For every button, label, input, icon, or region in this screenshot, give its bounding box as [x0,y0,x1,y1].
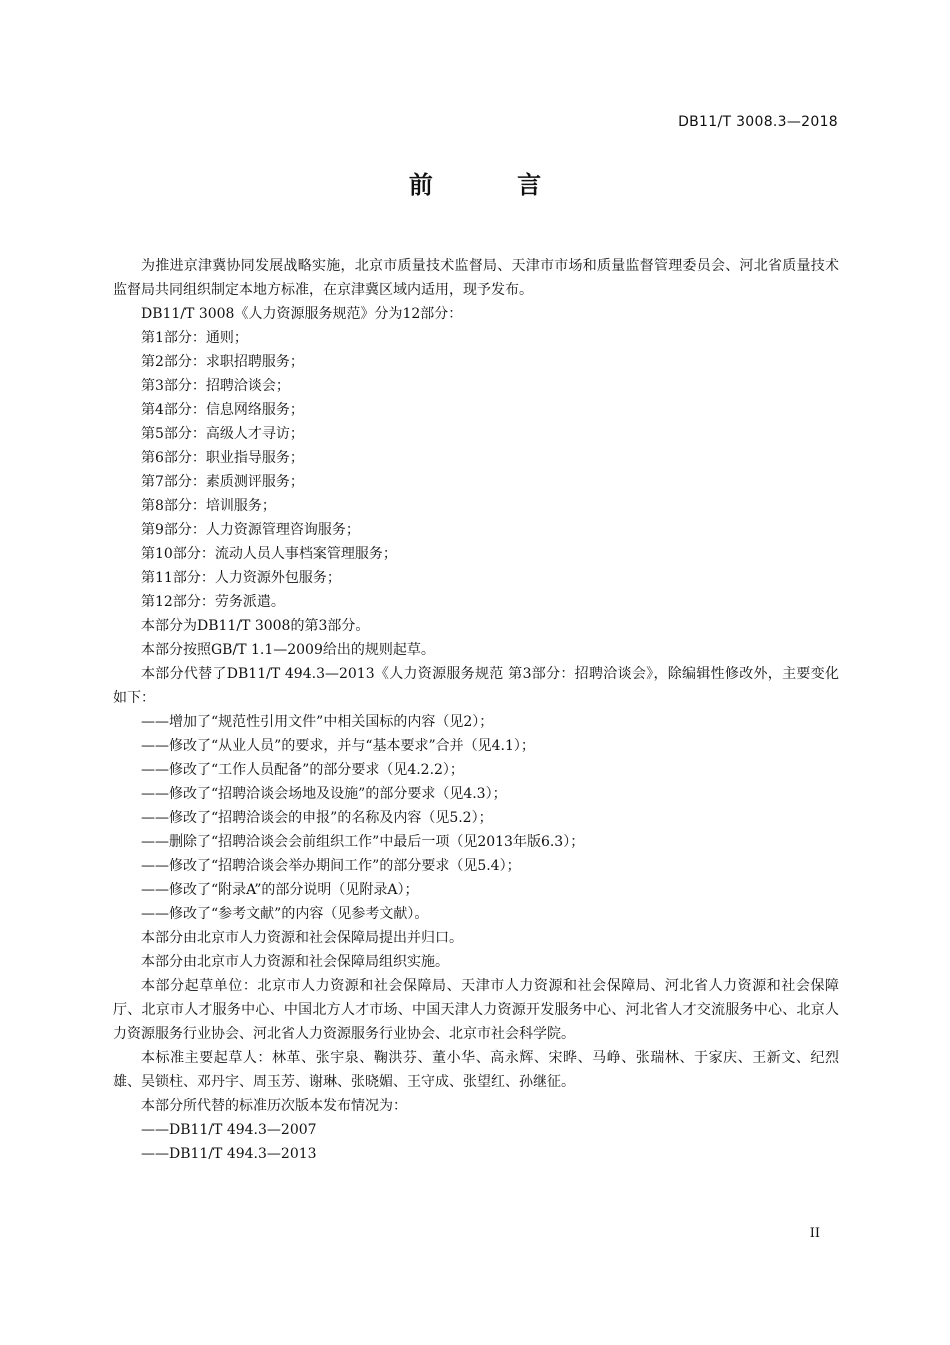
change-item: ——修改了“参考文献”的内容（见参考文献）。 [141,906,429,922]
change-item: ——增加了“规范性引用文件”中相关国标的内容（见2）； [141,714,494,730]
change-item: ——修改了“招聘洽谈会举办期间工作”的部分要求（见5.4）； [141,858,521,874]
paragraph: 本部分为DB11/T 3008的第3部分。 [141,618,370,634]
part-item: 第3部分：招聘洽谈会； [141,378,290,394]
preface-body [113,254,839,1166]
history-item: ——DB11/T 494.3—2007 [141,1122,317,1138]
paragraph: 本部分由北京市人力资源和社会保障局提出并归口。 [141,930,463,946]
part-item: 第9部分：人力资源管理咨询服务； [141,522,360,538]
history-item: ——DB11/T 494.3—2013 [141,1146,317,1162]
page-number: II [809,1226,820,1241]
paragraph: 本部分按照GB/T 1.1—2009给出的规则起草。 [141,642,435,658]
part-item: 第6部分：职业指导服务； [141,450,304,466]
change-item: ——修改了“附录A”的部分说明（见附录A）； [141,882,419,898]
part-item: 第5部分：高级人才寻访； [141,426,304,442]
part-item: 第12部分：劳务派遣。 [141,594,285,610]
part-item: 第1部分：通则； [141,330,248,346]
paragraph: 为推进京津冀协同发展战略实施，北京市质量技术监督局、天津市市场和质量监督管理委员会、河北省质量技术监督局共同组织制定本地方标准，在京津冀区域内适用，现予发布。 [113,258,839,298]
part-item: 第11部分：人力资源外包服务； [141,570,341,586]
part-item: 第2部分：求职招聘服务； [141,354,304,370]
part-item: 第7部分：素质测评服务； [141,474,304,490]
paragraph: 本部分代替了DB11/T 494.3—2013《人力资源服务规范 第3部分：招聘洽谈会》，除编辑性修改外，主要变化如下： [113,666,839,706]
page-title: 前 言 [408,171,580,199]
document-code: DB11/T 3008.3—2018 [678,114,838,130]
change-item: ——修改了“从业人员”的要求，并与“基本要求”合并（见4.1）； [141,738,535,754]
paragraph: DB11/T 3008《人力资源服务规范》分为12部分： [141,306,463,322]
paragraph: 本部分起草单位：北京市人力资源和社会保障局、天津市人力资源和社会保障局、河北省人力资源和社会保障厅、北京市人才服务中心、中国北方人才市场、中国天津人力资源开发服务中心、河北省人才交流服务中心、北京人力资源服务行业协会、河北省人力资源服务行业协会、北京市社会科学院。 [113,978,839,1042]
part-item: 第4部分：信息网络服务； [141,402,304,418]
part-item: 第8部分：培训服务； [141,498,276,514]
change-item: ——修改了“招聘洽谈会场地及设施”的部分要求（见4.3）； [141,786,507,802]
change-item: ——修改了“招聘洽谈会的申报”的名称及内容（见5.2）； [141,810,493,826]
change-item: ——删除了“招聘洽谈会会前组织工作”中最后一项（见2013年版6.3）； [141,834,585,850]
paragraph: 本部分由北京市人力资源和社会保障局组织实施。 [141,954,449,970]
paragraph: 本标准主要起草人：林革、张宇泉、鞠洪芬、董小华、高永辉、宋晔、马峥、张瑞林、于家庆、王新文、纪烈雄、吴锁柱、邓丹宇、周玉芳、谢琳、张晓媚、王守成、张望红、孙继征。 [113,1050,839,1090]
part-item: 第10部分：流动人员人事档案管理服务； [141,546,397,562]
change-item: ——修改了“工作人员配备”的部分要求（见4.2.2）； [141,762,464,778]
paragraph: 本部分所代替的标准历次版本发布情况为： [141,1098,407,1114]
